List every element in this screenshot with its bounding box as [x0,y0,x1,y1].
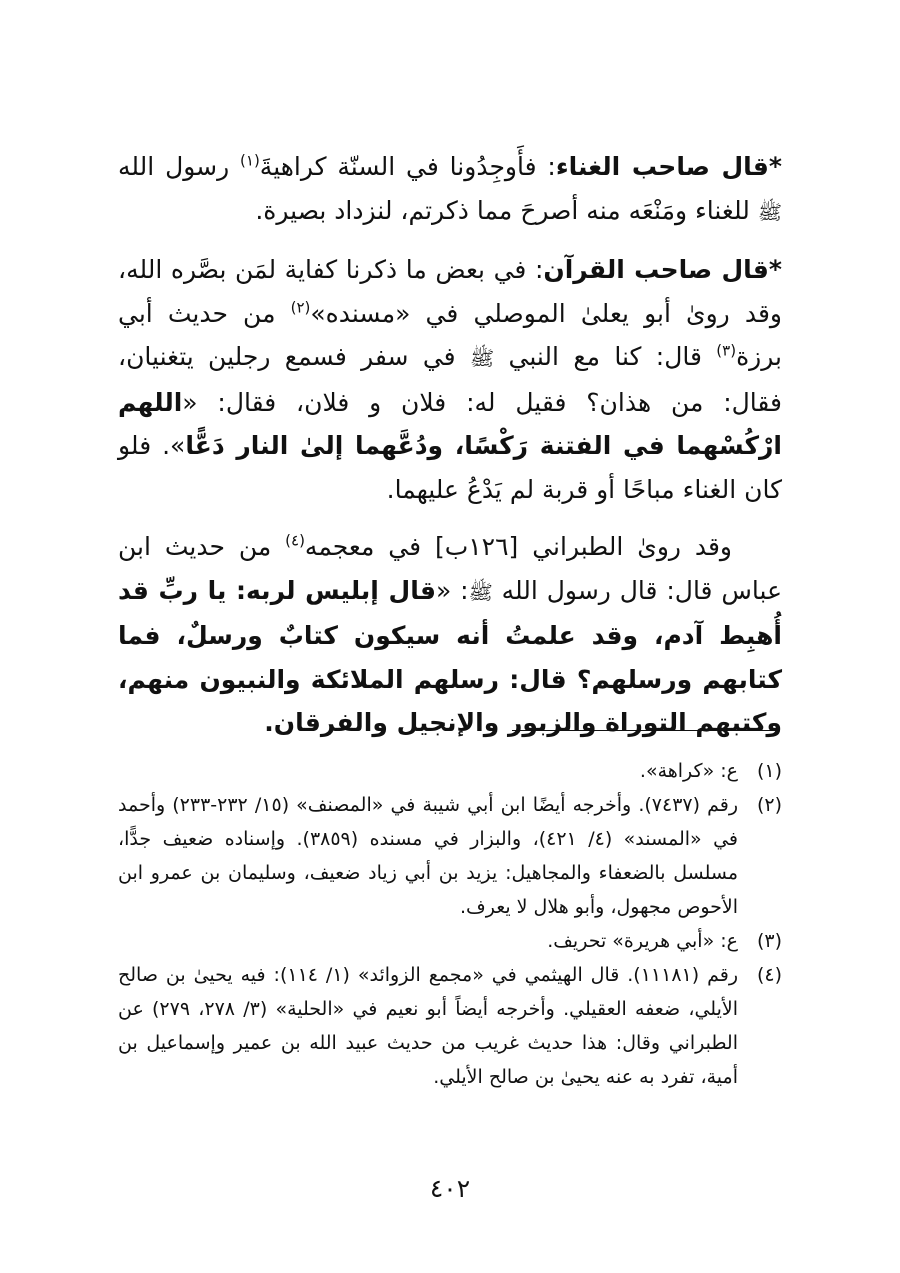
paragraph-1: *قال صاحب الغناء: فأَوجِدُونا في السنّة كراهيةَ$^{(١)}$ رسول الله ﷺ للغناء ومَنْعَه منه أصرحَ مما ذكرتم، لنزداد بصيرة. [118,151,782,225]
hadith-text: قال إبليس لربه: يا ربِّ قد أُهبِط آدم، وقد علمتُ أنه سيكون كتابٌ ورسلٌ، فما كتابهم ورسلهم؟ قال: رسلهم الملائكة والنبيون منهم، وكتبهم التوراة والزبور والإنجيل والفرقان. [118,575,782,737]
main-text [118,145,782,759]
salawat-glyph: ﷺ [468,579,493,604]
page-number: ٤٠٢ [429,1174,471,1203]
footnote-number: (١) [756,760,782,782]
footnote-ref-1: (١) [240,151,260,170]
footnote-separator [512,730,780,731]
footnote-number: (٤) [756,964,782,986]
hadith-text: اللهم ارْكُسْهما في الفتنة رَكْسًا، ودُعَّهما إلىٰ النار دَعًّا [118,387,782,460]
footnote-number: (٢) [756,794,782,816]
footnote-2 [118,788,782,924]
speaker-label: *قال صاحب الغناء [555,152,782,181]
footnote-text: رقم (١١١٨١). قال الهيثمي في «مجمع الزوائد» (١/ ١١٤): فيه يحيىٰ بن صالح الأيلي، ضعفه العقيلي. وأخرجه أيضاً أبو نعيم في «الحلية» (٣/ ٢٧٨، ٢٧٩) عن الطبراني وقال: هذا حديث غريب من حديث عبيد الله بن عمير وإسماعيل بن أمية، تفرد به عنه يحيىٰ بن صالح الأيلي. [118,964,738,1088]
footnote-3 [118,924,782,958]
footnote-4 [118,958,782,1094]
footnotes [118,754,782,1094]
footnote-1 [118,754,782,788]
footnote-ref-3: (٣) [716,341,737,360]
footnote-number: (٣) [756,930,782,952]
paragraph-3: وقد روىٰ الطبراني [١٢٦ب] في معجمه$^{(٤)}$ من حديث ابن عباس قال: قال رسول الله ﷺ: «قال إبليس لربه: يا ربِّ قد أُهبِط آدم، وقد علمتُ أنه سيكون كتابٌ ورسلٌ، فما كتابهم ورسلهم؟ قال: رسلهم الملائكة والنبيون منهم، وكتبهم التوراة والزبور والإنجيل والفرقان. [118,531,782,737]
footnote-ref-4: (٤) [285,531,305,550]
salawat-glyph: ﷺ [469,346,495,370]
footnote-text: رقم (٧٤٣٧). وأخرجه أيضًا ابن أبي شيبة في «المصنف» (١٥/ ٢٣٢-٢٣٣) وأحمد في «المسند» (٤/ ٤٢١)، والبزار في مسنده (٣٨٥٩). وإسناده ضعيف جدًّا، مسلسل بالضعفاء والمجاهيل: يزيد بن أبي زياد ضعيف، وسليمان بن عمرو ابن الأحوص مجهول، وأبو هلال لا يعرف. [118,794,739,918]
footnote-text: ع: «كراهة». [639,760,738,782]
footnote-ref-2: (٢) [290,298,311,317]
speaker-label: *قال صاحب القرآن [543,255,783,284]
salawat-glyph: ﷺ [757,199,782,224]
paragraph-2: *قال صاحب القرآن: في بعض ما ذكرنا كفاية لمَن بصَّره الله، وقد روىٰ أبو يعلىٰ الموصلي في «مسنده»$^{(٢)}$ من حديث أبي برزة$^{(٣)}$ قال: كنا مع النبي ﷺ في سفر فسمع رجلين يتغنيان، فقال: من هذان؟ فقيل له: فلان و فلان، فقال: «اللهم ارْكُسْهما في الفتنة رَكْسًا، ودُعَّهما إلىٰ النار دَعًّا». فلو كان الغناء مباحًا أو قربة لم يَدْعُ عليهما. [118,255,783,504]
footnote-text: ع: «أبي هريرة» تحريف. [547,930,738,952]
